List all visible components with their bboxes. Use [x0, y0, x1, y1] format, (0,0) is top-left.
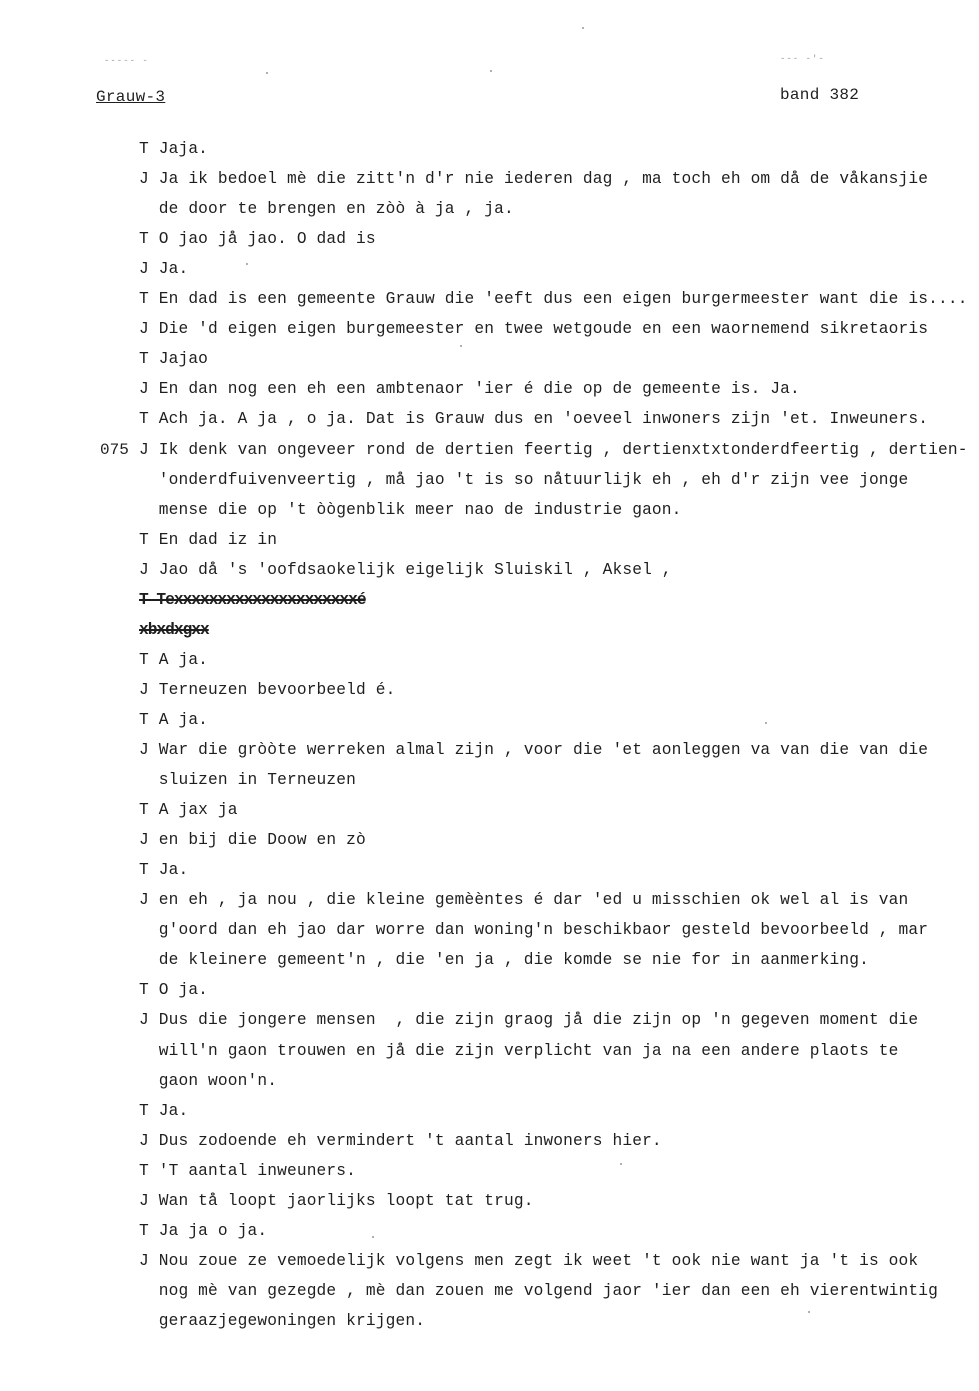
transcript-line: sluizen in Terneuzen [139, 771, 357, 789]
speck [808, 1311, 810, 1313]
struck-out-line: xbxdxgxx [139, 621, 209, 639]
transcript-line: 'onderdfuivenveertig , må jao 't is so nåtuurlijk eh , eh d'r zijn vee jonge [139, 471, 909, 489]
transcript-line: T En dad iz in [139, 531, 278, 549]
transcript-line: T O ja. [139, 981, 209, 999]
transcript-line: T Ja. [139, 1102, 189, 1120]
document-title: Grauw-3 [96, 88, 166, 106]
faint-header-mark-right: --- -'- [780, 54, 825, 64]
speck [246, 263, 248, 265]
transcript-line: J Wan tå loopt jaorlijks loopt tat trug. [139, 1192, 534, 1210]
transcript-line: J en eh , ja nou , die kleine gemèèntes é dar 'ed u misschien ok wel al is van [139, 891, 909, 909]
line-number-annotation: 075 [100, 441, 129, 459]
transcript-line: T Ja. [139, 861, 189, 879]
transcript-line: geraazjegewoningen krijgen. [139, 1312, 426, 1330]
transcript-line: J Terneuzen bevoorbeeld é. [139, 681, 396, 699]
transcript-line: T Jajao [139, 350, 209, 368]
transcript-line: T A jax ja [139, 801, 238, 819]
transcript-line: J Ja ik bedoel mè die zitt'n d'r nie iederen dag , ma toch eh om då de våkansjie [139, 170, 929, 188]
transcript-line: will'n gaon trouwen en jå die zijn verplicht van ja na een andere plaots te [139, 1042, 899, 1060]
speck [266, 72, 268, 74]
speck [582, 27, 584, 29]
transcript-line: J Dus zodoende eh vermindert 't aantal inwoners hier. [139, 1132, 662, 1150]
transcript-line: T En dad is een gemeente Grauw die 'eeft dus een eigen burgermeester want die is.... [139, 290, 968, 308]
transcript-line: J En dan nog een eh een ambtenaor 'ier é die op de gemeente is. Ja. [139, 380, 800, 398]
transcript-line: J Nou zoue ze vemoedelijk volgens men zegt ik weet 't ook nie want ja 't is ook [139, 1252, 919, 1270]
transcript-line: J Jao då 's 'oofdsaokelijk eigelijk Sluiskil , Aksel , [139, 561, 672, 579]
transcript-line: nog mè van gezegde , mè dan zouen me volgend jaor 'ier dan een eh vierentwintig [139, 1282, 938, 1300]
transcript-line: J Ja. [139, 260, 189, 278]
transcript-line: mense die op 't òògenblik meer nao de industrie gaon. [139, 501, 682, 519]
transcript-line: J en bij die Doow en zò [139, 831, 366, 849]
speck [372, 1236, 374, 1238]
speck [490, 70, 492, 72]
transcript-line: J War die gròòte werreken almal zijn , voor die 'et aonleggen va van die van die [139, 741, 929, 759]
transcript-line: J Die 'd eigen eigen burgemeester en twee wetgoude en een waornemend sikretaoris [139, 320, 929, 338]
transcript-line: T Ja ja o ja. [139, 1222, 268, 1240]
transcript-line: T A ja. [139, 711, 209, 729]
transcript-line: T Ach ja. A ja , o ja. Dat is Grauw dus en 'oeveel inwoners zijn 'et. Inweuners. [139, 410, 929, 428]
transcript-line: g'oord dan eh jao dar worre dan woning'n beschikbaor gesteld bevoorbeeld , mar [139, 921, 929, 939]
transcript-line: T 'T aantal inweuners. [139, 1162, 357, 1180]
speck [620, 1163, 622, 1165]
transcript-line: de kleinere gemeent'n , die 'en ja , die komde se nie for in aanmerking. [139, 951, 869, 969]
speck [460, 345, 462, 347]
struck-out-line: T Texxxxxxxxxxxxxxxxxxxxxé [139, 591, 366, 609]
transcript-line: T A ja. [139, 651, 209, 669]
transcript-line: gaon woon'n. [139, 1072, 278, 1090]
transcript-line: de door te brengen en zòò à ja , ja. [139, 200, 514, 218]
tape-number: band 382 [780, 86, 860, 104]
speck [765, 722, 767, 724]
transcript-line: T Jaja. [139, 140, 209, 158]
faint-header-mark-left: ----- - [104, 56, 149, 66]
transcript-line: T O jao jå jao. O dad is [139, 230, 376, 248]
transcript-line: J Ik denk van ongeveer rond de dertien feertig , dertienxtxtonderdfeertig , dertien- [139, 441, 968, 459]
transcript-line: J Dus die jongere mensen , die zijn graog jå die zijn op 'n gegeven moment die [139, 1011, 919, 1029]
